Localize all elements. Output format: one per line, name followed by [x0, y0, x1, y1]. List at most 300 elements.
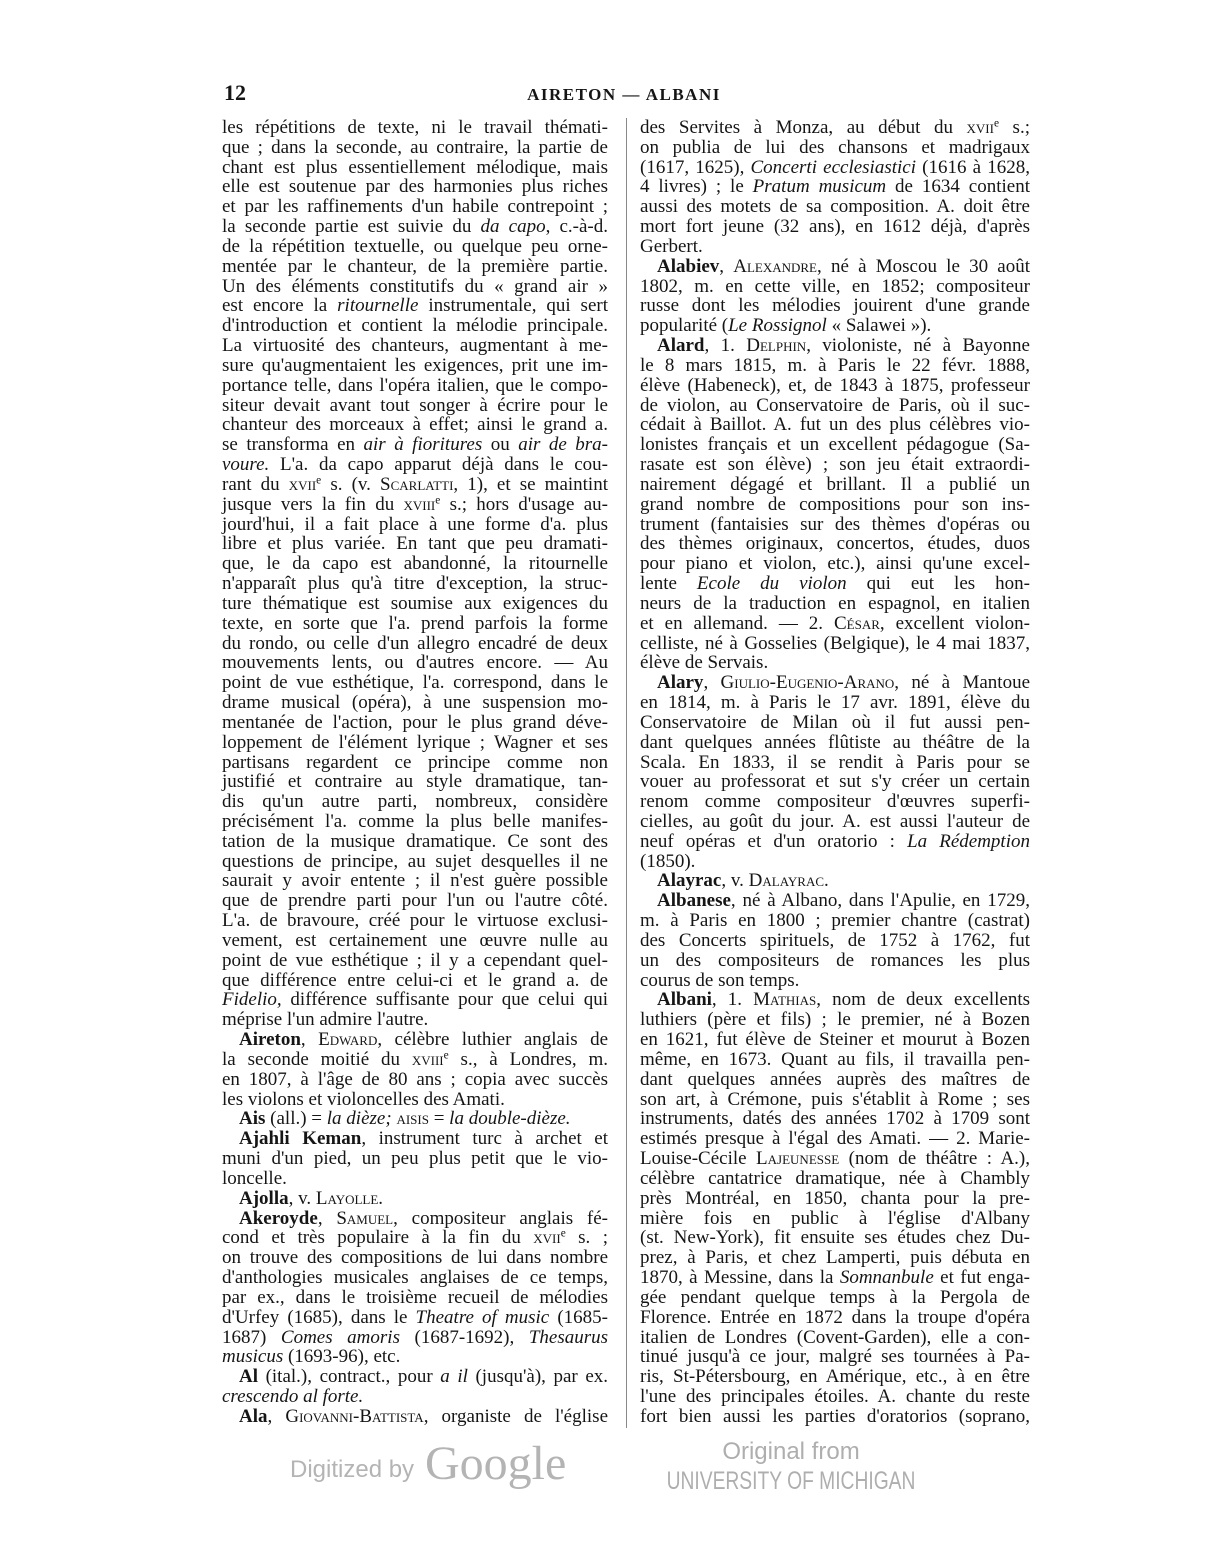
text-run: et par les raffinements d'un habile contrepoint ; — [222, 196, 608, 218]
text-line — [640, 138, 1030, 158]
text-line — [640, 971, 1030, 991]
text-line — [222, 1070, 608, 1090]
text-run: (st. New-York), fit ensuite ses études chez Du- — [640, 1227, 1030, 1249]
text-line — [222, 515, 608, 535]
text-run: 1687) — [222, 1326, 281, 1348]
headword: Ajolla — [239, 1187, 289, 1209]
italic-text: Concerti ecclesiastici — [750, 156, 916, 178]
text-line — [640, 594, 1030, 614]
text-run: la seconde moitié du — [222, 1048, 412, 1070]
dictionary-entry — [640, 336, 1030, 673]
text-line — [222, 118, 608, 138]
text-run: s., à Londres, m. — [448, 1048, 608, 1070]
text-run: des Concerts spirituels, de 1752 à 1762, fut — [640, 929, 1030, 951]
text-run: justifié et contraire au style dramatique, tan- — [222, 771, 608, 793]
text-run: , instrument turc à archet et — [361, 1128, 609, 1150]
text-line — [222, 415, 608, 435]
text-line — [222, 1328, 608, 1348]
text-run: Conservatoire de Milan où il fut aussi pen- — [640, 711, 1030, 733]
text-run: s.; hors d'usage au- — [440, 493, 608, 515]
text-line — [640, 812, 1030, 832]
italic-text: la double-dièze. — [449, 1108, 571, 1130]
text-run: loppement de l'élément lyrique ; Wagner et ses — [222, 731, 608, 753]
text-line — [222, 1248, 608, 1268]
text-run: , nom de deux excellents — [816, 989, 1031, 1011]
text-line — [222, 217, 608, 237]
text-line — [640, 118, 1030, 138]
dictionary-entry — [640, 990, 1030, 1426]
small-caps-text: Dalayrac. — [748, 870, 829, 892]
text-run: près Montréal, en 1850, chanta pour la pre- — [640, 1187, 1030, 1209]
text-run: partisans regardent ce principe comme non — [222, 751, 608, 773]
text-run: (jusqu'à), par ex. — [467, 1366, 608, 1388]
text-run: drame musical (opéra), à une suspension mo- — [222, 692, 608, 714]
dictionary-entry — [640, 891, 1030, 990]
text-line — [222, 1407, 608, 1427]
italic-text: a il — [440, 1366, 468, 1388]
text-run: , 1. — [711, 989, 754, 1011]
text-run: qui eut les hon- — [846, 573, 1030, 595]
text-line — [222, 1209, 608, 1229]
text-line — [222, 177, 608, 197]
text-run: les violons et violoncelles des Amati. — [222, 1088, 505, 1110]
text-line — [640, 1010, 1030, 1030]
text-line — [222, 971, 608, 991]
headword: Ais — [239, 1108, 266, 1130]
text-line — [222, 753, 608, 773]
text-line — [640, 534, 1030, 554]
text-line — [222, 158, 608, 178]
text-run: et en allemand. — 2. — [640, 612, 834, 634]
text-run: dant quelques années auprès des maîtres de — [640, 1068, 1030, 1090]
text-line — [640, 733, 1030, 753]
text-run: que ; dans la seconde, au contraire, la partie de — [222, 136, 608, 158]
column-rule — [626, 118, 627, 1428]
text-line — [222, 1109, 608, 1129]
text-run: , — [719, 255, 734, 277]
small-caps-text: Scarlatti — [380, 473, 454, 495]
text-line — [222, 772, 608, 792]
text-line — [640, 653, 1030, 673]
text-line — [640, 1129, 1030, 1149]
text-line — [640, 1209, 1030, 1229]
superscript: e — [993, 117, 999, 130]
text-run: même, en 1673. Quant au fils, il travailla pen- — [640, 1048, 1030, 1070]
text-run: cielles, au goût du jour. A. est aussi l'auteur de — [640, 810, 1030, 832]
text-line — [640, 1070, 1030, 1090]
text-line — [640, 316, 1030, 336]
text-run: (1685- — [549, 1306, 608, 1328]
small-caps-text: Giovanni-Battista — [285, 1405, 424, 1427]
text-line — [640, 574, 1030, 594]
text-line — [640, 277, 1030, 297]
text-line — [222, 852, 608, 872]
text-run: nairement dégagé et brillant. Il a publié un — [640, 473, 1030, 495]
text-line — [222, 1268, 608, 1288]
text-run: du rondo, ou celle d'un allegro encadré de deux — [222, 632, 608, 654]
text-run: russe dont les mélodies jouirent d'une grande — [640, 295, 1030, 317]
text-run: instrumentale, qui sert — [418, 295, 608, 317]
text-line — [640, 554, 1030, 574]
dictionary-entry — [222, 1129, 608, 1188]
text-run: chanteur des morceaux à effet; ainsi le grand a. — [222, 414, 608, 436]
right-column — [640, 118, 1030, 1427]
text-run: neurs de la traduction en espagnol, en italien — [640, 592, 1030, 614]
text-line — [222, 733, 608, 753]
text-run: s. ; — [565, 1227, 608, 1249]
text-run: italien de Londres (Covent-Garden), elle a con- — [640, 1326, 1030, 1348]
text-run: (1617, 1625), — [640, 156, 751, 178]
text-line — [222, 871, 608, 891]
text-line — [640, 475, 1030, 495]
superscript: e — [560, 1228, 566, 1241]
text-run: en 1807, à l'âge de 80 ans ; copia avec succès — [222, 1068, 608, 1090]
text-run: différence suffisante pour que celui qui — [281, 989, 608, 1011]
text-run: de la répétition textuelle, ou quelque peu orne- — [222, 235, 608, 257]
text-line — [222, 475, 608, 495]
italic-text: la dièze; — [326, 1108, 392, 1130]
superscript: e — [435, 494, 441, 507]
text-run: n'apparaît plus qu'à titre d'exception, la struc- — [222, 573, 608, 595]
text-run: jusque vers la fin du — [222, 493, 404, 515]
text-run: cond et très populaire à la fin du — [222, 1227, 534, 1249]
text-line — [640, 911, 1030, 931]
text-run: rant du — [222, 473, 289, 495]
text-run: questions de principe, au sujet desquelles il ne — [222, 850, 608, 872]
text-line — [640, 415, 1030, 435]
text-line — [222, 1169, 608, 1189]
text-run: , v. — [288, 1187, 316, 1209]
text-line — [640, 871, 1030, 891]
text-run: élève de Servais. — [640, 652, 769, 674]
text-run: , né à Albano, dans l'Apulie, en 1729, — [730, 890, 1030, 912]
text-line — [222, 336, 608, 356]
dictionary-entry — [640, 673, 1030, 871]
text-line — [222, 1090, 608, 1110]
text-line — [222, 891, 608, 911]
text-run: , — [300, 1029, 319, 1051]
italic-text: da capo — [480, 216, 546, 238]
text-line — [222, 1347, 608, 1367]
text-line — [640, 1367, 1030, 1387]
text-run: L'a. da capo apparut déjà dans le cou- — [269, 454, 608, 476]
small-caps-text: Alexandre — [733, 255, 818, 277]
text-run: mentée par le chanteur, de la première partie. — [222, 255, 608, 277]
text-line — [640, 217, 1030, 237]
dictionary-entry — [640, 871, 1030, 891]
page-number: 12 — [224, 80, 246, 105]
text-run: et fut enga- — [933, 1267, 1030, 1289]
text-line — [640, 931, 1030, 951]
text-run: loncelle. — [222, 1167, 287, 1189]
left-column — [222, 118, 608, 1427]
italic-text: La Rédemption — [907, 830, 1030, 852]
text-run: fort bien aussi les parties d'oratorios (soprano, — [640, 1405, 1030, 1427]
text-run: La virtuosité des chanteurs, augmentant à me- — [222, 335, 608, 357]
text-line — [640, 1050, 1030, 1070]
text-line — [640, 1109, 1030, 1129]
text-line — [222, 554, 608, 574]
text-run: on trouve des compositions de lui dans nombre — [222, 1247, 608, 1269]
text-run: que de prendre parti pour l'un ou l'autre côté. — [222, 890, 608, 912]
headword: Albanese — [657, 890, 731, 912]
dictionary-entry — [222, 1407, 608, 1427]
text-run: Scala. En 1833, il se rendit à Paris pour se — [640, 751, 1030, 773]
italic-text: ritournelle — [337, 295, 419, 317]
text-line — [640, 951, 1030, 971]
text-run: tinué jusqu'à ce jour, malgré ses tournées à Pa- — [640, 1346, 1030, 1368]
text-run: ris, St-Pétersbourg, en Amérique, etc., à en être — [640, 1366, 1030, 1388]
text-run: d'Urfey (1685), dans le — [222, 1306, 416, 1328]
text-run: point de vue esthétique ; il y a cependant quel- — [222, 949, 608, 971]
italic-text: musicus — [222, 1346, 284, 1368]
text-line — [222, 376, 608, 396]
text-line — [640, 772, 1030, 792]
text-line — [222, 1149, 608, 1169]
text-run: s. (v. — [321, 473, 381, 495]
text-line — [640, 158, 1030, 178]
text-run: portance telle, dans l'opéra italien, que le compo- — [222, 374, 608, 396]
text-run: cédait à Baillot. A. fut un des plus célèbres vio- — [640, 414, 1030, 436]
italic-text: Le Rossignol — [728, 315, 827, 337]
text-run: de 1634 contient — [886, 176, 1031, 198]
text-run: gée pendant quelque temps à la Pergola de — [640, 1286, 1030, 1308]
dictionary-entry — [222, 1189, 608, 1209]
text-run: rasate est son élève) ; son jeu était extraordi- — [640, 454, 1030, 476]
text-run: , compositeur anglais fé- — [393, 1207, 608, 1229]
superscript: e — [316, 474, 322, 487]
continued-paragraph — [222, 118, 608, 1030]
text-run: célèbre cantatrice dramatique, née à Chambly — [640, 1167, 1030, 1189]
text-line — [640, 197, 1030, 217]
text-line — [222, 594, 608, 614]
text-run: , célèbre luthier anglais de — [377, 1029, 608, 1051]
text-run: , 1. — [704, 335, 747, 357]
text-line — [222, 1367, 608, 1387]
text-run: (ital.), contract., pour — [258, 1366, 441, 1388]
text-line — [222, 951, 608, 971]
small-caps-text: Mathias — [753, 989, 817, 1011]
text-run: 1802, m. en cette ville, en 1852; compositeur — [640, 275, 1030, 297]
text-run: libre et plus variée. En tant que peu dramati- — [222, 533, 608, 555]
text-line — [222, 812, 608, 832]
text-line — [222, 634, 608, 654]
text-line — [640, 634, 1030, 654]
small-caps-text: xvii — [533, 1227, 561, 1249]
text-run: tation de la musique dramatique. Ce sont des — [222, 830, 608, 852]
text-run: , — [317, 1207, 337, 1229]
text-line — [640, 990, 1030, 1010]
italic-text: Theatre of music — [415, 1306, 550, 1328]
text-line — [640, 1090, 1030, 1110]
text-run: mort fort jeune (32 ans), en 1612 déjà, d'après — [640, 216, 1030, 238]
dictionary-entry — [640, 257, 1030, 336]
small-caps-text: aisis — [396, 1108, 429, 1130]
text-run: d'introduction et contient la mélodie principale. — [222, 315, 608, 337]
text-line — [640, 1288, 1030, 1308]
text-run: estimés presque à l'égal des Amati. — 2. Marie- — [640, 1128, 1030, 1150]
italic-text: Somnanbule — [839, 1267, 934, 1289]
text-line — [222, 1030, 608, 1050]
text-run: (1687-1692), — [399, 1326, 529, 1348]
small-caps-text: xviii — [403, 493, 436, 515]
text-line — [222, 1387, 608, 1407]
text-line — [640, 356, 1030, 376]
text-line — [222, 356, 608, 376]
text-run: élève (Habeneck), et, de 1843 à 1875, professeur — [640, 374, 1030, 396]
text-line — [222, 1189, 608, 1209]
text-run: celliste, né à Gosselies (Belgique), le 4 mai 1837, — [640, 632, 1030, 654]
text-run: jourd'hui, il a fait place à une forme d'a. plus — [222, 513, 608, 535]
text-run: siteur devait avant tout songer à écrire pour le — [222, 394, 608, 416]
small-caps-text: Samuel — [336, 1207, 394, 1229]
text-line — [222, 931, 608, 951]
text-run: L'a. de bravoure, créé pour le virtuose exclusi- — [222, 910, 608, 932]
text-run: elle est soutenue par des harmonies plus riches — [222, 176, 608, 198]
italic-text: Fidelio, — [222, 989, 282, 1011]
text-run: sure qu'augmentaient les exigences, prit une im- — [222, 354, 608, 376]
small-caps-text: xvii — [288, 473, 317, 495]
italic-text: Ecole du violon — [696, 573, 847, 595]
small-caps-text: xviii — [411, 1048, 444, 1070]
text-line — [640, 237, 1030, 257]
text-line — [222, 237, 608, 257]
text-line — [222, 138, 608, 158]
original-from-label: Original from — [722, 1438, 860, 1465]
text-line — [640, 515, 1030, 535]
headword: Albani — [657, 989, 712, 1011]
text-line — [222, 1010, 608, 1030]
text-line — [222, 296, 608, 316]
text-run: = — [428, 1108, 450, 1130]
text-line — [640, 753, 1030, 773]
text-line — [222, 435, 608, 455]
text-run: que, le da capo est abandonné, la ritournelle — [222, 553, 608, 575]
text-run: les répétitions de texte, ni le travail thémati- — [222, 117, 608, 138]
text-line — [222, 455, 608, 475]
text-run: , né à Moscou le 30 août — [817, 255, 1030, 277]
text-run: 1870, à Messine, dans la — [640, 1267, 840, 1289]
text-line — [222, 1050, 608, 1070]
text-run: ou — [482, 434, 519, 456]
text-line — [640, 1407, 1030, 1427]
italic-text: Comes amoris — [280, 1326, 400, 1348]
text-run: , — [267, 1405, 286, 1427]
text-line — [640, 673, 1030, 693]
text-line — [640, 336, 1030, 356]
text-line — [222, 693, 608, 713]
text-run: par ex., dans le troisième recueil de mélodies — [222, 1286, 608, 1308]
text-run: (1850). — [640, 850, 696, 872]
text-line — [222, 713, 608, 733]
text-run: le 8 mars 1815, m. à Paris le 22 févr. 1888, — [640, 354, 1030, 376]
text-run: en 1814, m. à Paris le 17 avr. 1891, élève du — [640, 692, 1030, 714]
text-run: , excellent violon- — [879, 612, 1030, 634]
italic-text: voure. — [222, 454, 270, 476]
text-line — [640, 1189, 1030, 1209]
text-run: (1616 à 1628, — [916, 156, 1031, 178]
text-line — [640, 455, 1030, 475]
text-run: , 1), et se maintint — [453, 473, 608, 495]
small-caps-text: Edward — [318, 1029, 378, 1051]
text-line — [640, 1169, 1030, 1189]
text-line — [222, 1129, 608, 1149]
text-run: texte, en sorte que l'a. prend parfois la forme — [222, 612, 608, 634]
text-run: point de vue esthétique, l'a. correspond, dans le — [222, 672, 608, 694]
text-line — [640, 1387, 1030, 1407]
headword: Alard — [657, 335, 705, 357]
text-line — [222, 792, 608, 812]
text-run: neuf opéras et d'un oratorio : — [640, 830, 908, 852]
small-caps-text: Layolle. — [315, 1187, 384, 1209]
text-run: ture thématique est soumise aux exigences du — [222, 592, 608, 614]
text-run: aussi des motets de sa composition. A. doit être — [640, 196, 1030, 218]
text-run: popularité ( — [640, 315, 729, 337]
text-run: luthiers (père et fils) ; le premier, né à Bozen — [640, 1009, 1030, 1031]
text-run: , né à Mantoue — [894, 672, 1031, 694]
digitized-by-label: Digitized by — [290, 1456, 415, 1483]
text-line — [640, 296, 1030, 316]
text-run: se transforma en — [222, 434, 364, 456]
text-run: mentanée de l'action, pour le plus grand déve- — [222, 711, 608, 733]
dictionary-entry — [222, 1030, 608, 1109]
text-line — [640, 177, 1030, 197]
italic-text: Thesaurus — [528, 1326, 609, 1348]
text-run: (nom de théâtre : A.), — [839, 1148, 1030, 1170]
text-run: saurait y avoir entente ; il n'est guère possible — [222, 870, 608, 892]
text-run: 4 livres) ; le — [640, 176, 753, 198]
text-run: , c.-à-d. — [545, 216, 608, 238]
small-caps-text: Lajeunesse — [756, 1148, 840, 1170]
text-run: mouvements lents, ou d'autres encore. — Au — [222, 652, 608, 674]
text-run: grand nombre de compositions pour son ins- — [640, 493, 1030, 515]
text-line — [222, 1288, 608, 1308]
text-line — [222, 832, 608, 852]
text-run: précisément l'a. comme la plus belle manifes- — [222, 810, 608, 832]
italic-text: air de bra- — [518, 434, 609, 456]
text-run: mière fois en public à l'église d'Albany — [640, 1207, 1030, 1229]
small-caps-text: Delphin — [746, 335, 807, 357]
text-line — [640, 1308, 1030, 1328]
text-line — [222, 396, 608, 416]
text-line — [640, 713, 1030, 733]
text-run: Florence. Entrée en 1872 dans la troupe d'opéra — [640, 1306, 1030, 1328]
text-line — [222, 495, 608, 515]
headword: Ala — [239, 1405, 268, 1427]
superscript: e — [443, 1049, 449, 1062]
text-line — [222, 673, 608, 693]
text-run: vouer au professorat et sut s'y créer un certain — [640, 771, 1030, 793]
text-line — [640, 1248, 1030, 1268]
continued-paragraph — [640, 118, 1030, 257]
text-line — [222, 277, 608, 297]
headword: Alary — [657, 672, 704, 694]
text-line — [222, 911, 608, 931]
small-caps-text: xvii — [966, 117, 994, 138]
headword: Al — [239, 1366, 258, 1388]
text-line — [222, 614, 608, 634]
text-line — [222, 1308, 608, 1328]
dictionary-entry — [222, 1367, 608, 1407]
headword: Alayrac — [657, 870, 722, 892]
text-run: dis qu'un autre parti, nombreux, considère — [222, 791, 608, 813]
dictionary-entry — [222, 1109, 608, 1129]
text-run: , — [703, 672, 721, 694]
text-run: prez, à Paris, et chez Lamperti, puis débuta en — [640, 1247, 1030, 1269]
text-run: courus de son temps. — [640, 969, 800, 991]
text-run: pour piano et violon, etc.), ainsi qu'une excel- — [640, 553, 1030, 575]
headword: Ajahli Keman — [239, 1128, 362, 1150]
